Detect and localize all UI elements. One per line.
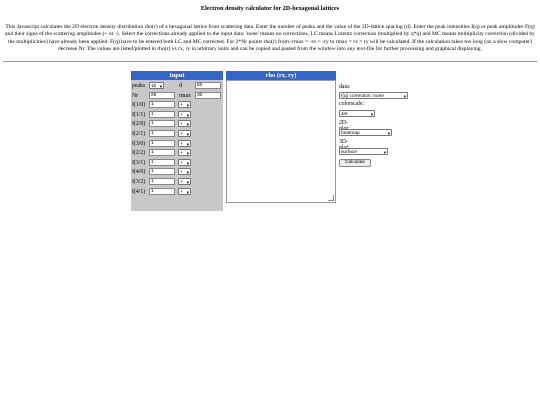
chevron-down-icon: ▾ <box>383 150 386 155</box>
peak-row <box>131 159 223 169</box>
peak-sign-value: + <box>180 131 183 137</box>
peak-sign-value: + <box>180 103 183 109</box>
peak-intensity-input[interactable]: 1 <box>149 159 175 166</box>
nr-row <box>131 92 223 102</box>
peak-sign-value: + <box>180 170 183 176</box>
page-title: Electron density calculator for 2D-hexagonal lattices <box>200 5 340 12</box>
peak-intensity-input[interactable]: 1 <box>149 178 175 185</box>
input-body <box>131 80 223 211</box>
peak-intensity-input[interactable]: 1 <box>149 149 175 156</box>
peak-intensity-input[interactable]: 1 <box>149 168 175 175</box>
peak-row <box>131 101 223 111</box>
peaks-select-value: 10 <box>151 84 157 89</box>
peak-row <box>131 120 223 130</box>
peak-label: I(1/1) <box>132 111 146 118</box>
peak-sign-value: + <box>180 189 183 195</box>
chevron-down-icon: ▾ <box>159 84 162 89</box>
peak-sign-select[interactable] <box>178 178 191 185</box>
rho-panel <box>226 71 336 203</box>
peak-sign-value: + <box>180 112 183 118</box>
peak-sign-value: + <box>180 179 183 185</box>
rho-header: rho (rx, ry) <box>226 71 336 80</box>
peaks-row <box>131 82 223 92</box>
plot3d-label: 3D- <box>339 139 349 145</box>
chevron-down-icon: ▾ <box>186 170 189 176</box>
colorscale-select[interactable] <box>339 110 375 117</box>
nr-label: Nr <box>132 92 139 99</box>
peak-sign-select[interactable] <box>178 120 191 127</box>
rmax-input[interactable]: 30 <box>195 92 221 99</box>
peak-sign-select[interactable] <box>178 130 191 137</box>
peak-label: I(2/0) <box>132 121 146 128</box>
rho-output-textarea[interactable] <box>226 80 336 203</box>
chevron-down-icon: ▾ <box>186 151 189 157</box>
rmax-label: rmax <box>179 92 191 99</box>
plot3d-select[interactable] <box>339 148 388 155</box>
peak-row <box>131 149 223 159</box>
chevron-down-icon: ▾ <box>387 131 390 136</box>
nr-input[interactable]: 25 <box>149 92 175 99</box>
peak-intensity-input[interactable]: 1 <box>149 130 175 137</box>
chevron-down-icon: ▾ <box>186 112 189 118</box>
plot2d-select[interactable] <box>339 129 392 136</box>
peak-label: I(3/0) <box>132 140 146 147</box>
chevron-down-icon: ▾ <box>186 179 189 185</box>
chevron-down-icon: ▾ <box>186 131 189 137</box>
peaks-label: peaks <box>132 83 146 89</box>
peak-label: I(3/1) <box>132 159 146 166</box>
peak-row <box>131 130 223 140</box>
input-panel <box>131 71 223 211</box>
input-header: Input <box>131 71 223 80</box>
peaks-select[interactable] <box>149 82 164 89</box>
peak-label: I(2/1) <box>132 130 146 137</box>
d-label: d <box>179 83 182 89</box>
peak-row <box>131 140 223 150</box>
peak-sign-select[interactable] <box>178 140 191 147</box>
plot2d-label: 2D- <box>339 120 349 126</box>
colorscale-label: colorscale: <box>339 101 365 107</box>
peak-row <box>131 188 223 198</box>
divider <box>3 61 537 62</box>
plot2d-value: heatmap <box>341 131 360 136</box>
peak-intensity-input[interactable]: 1 <box>149 111 175 118</box>
peak-sign-select[interactable] <box>178 101 191 108</box>
peak-sign-select[interactable] <box>178 149 191 156</box>
peak-sign-value: + <box>180 141 183 147</box>
colorscale-value: Jet <box>341 112 348 117</box>
data-correction-select[interactable] <box>339 92 408 99</box>
peak-intensity-input[interactable]: 1 <box>149 101 175 108</box>
peak-label: I(4/0) <box>132 169 146 176</box>
chevron-down-icon: ▾ <box>186 141 189 147</box>
chevron-down-icon: ▾ <box>186 160 189 166</box>
peak-intensity-input[interactable]: 1 <box>149 140 175 147</box>
peak-sign-select[interactable] <box>178 111 191 118</box>
chevron-down-icon: ▾ <box>370 112 373 117</box>
d-input[interactable]: 60 <box>195 82 221 89</box>
peak-sign-select[interactable] <box>178 188 191 195</box>
data-correction-value: I(q) correction: none <box>341 94 384 99</box>
peak-sign-value: + <box>180 151 183 157</box>
peak-label: I(3/2) <box>132 178 146 185</box>
chevron-down-icon: ▾ <box>186 189 189 195</box>
peak-sign-select[interactable] <box>178 168 191 175</box>
description: This Javascript calculates the 2D electron density distribution rho(r) of a hexagonal lattice from scattering data. Enter the number of peaks and the value of the 2D-lattice spacing (d). Enter the peak intensities I(q) or peak amplitudes F(q) and their signs of the scattering amplitudes (+ or -). Select the corrections already applied to the input data: 'none' means no corrections, LC means Lorentz correction (multiplied by q*q) and MC means multiplicity correction (divided by the multiplicities) have already been applied. F(q) have to be entered both LC and MC corrected. For 2*Nr points rho(r) from -rmax = -rx = -ry to rmax = rx = ry will be calculated. If the calculation takes too long (on a slow computer) decrease Nr. The values are listed/plotted in rho(r) vs rx, ry in arbitrary units and can be copied and pasted from the window into any text-file for further processing and graphical displaying. <box>5 24 535 53</box>
peak-sign-value: + <box>180 160 183 166</box>
chevron-down-icon: ▾ <box>186 103 189 109</box>
chevron-down-icon: ▾ <box>186 122 189 128</box>
chevron-down-icon: ▾ <box>403 94 406 99</box>
peak-label: I(1/0) <box>132 102 146 109</box>
peak-sign-value: + <box>180 122 183 128</box>
peak-row <box>131 178 223 188</box>
resize-handle-icon[interactable] <box>328 195 334 201</box>
peak-label: I(2/2) <box>132 150 146 157</box>
calculate-button[interactable]: Calculate <box>339 159 371 167</box>
peak-sign-select[interactable] <box>178 159 191 166</box>
peak-rows <box>131 101 223 197</box>
data-label: data: <box>339 84 351 90</box>
peak-intensity-input[interactable]: 1 <box>149 188 175 195</box>
peak-intensity-input[interactable]: 1 <box>149 120 175 127</box>
peak-label: I(4/1) <box>132 188 146 195</box>
plot3d-value: surface <box>341 150 357 155</box>
peak-row <box>131 111 223 121</box>
peak-row <box>131 168 223 178</box>
